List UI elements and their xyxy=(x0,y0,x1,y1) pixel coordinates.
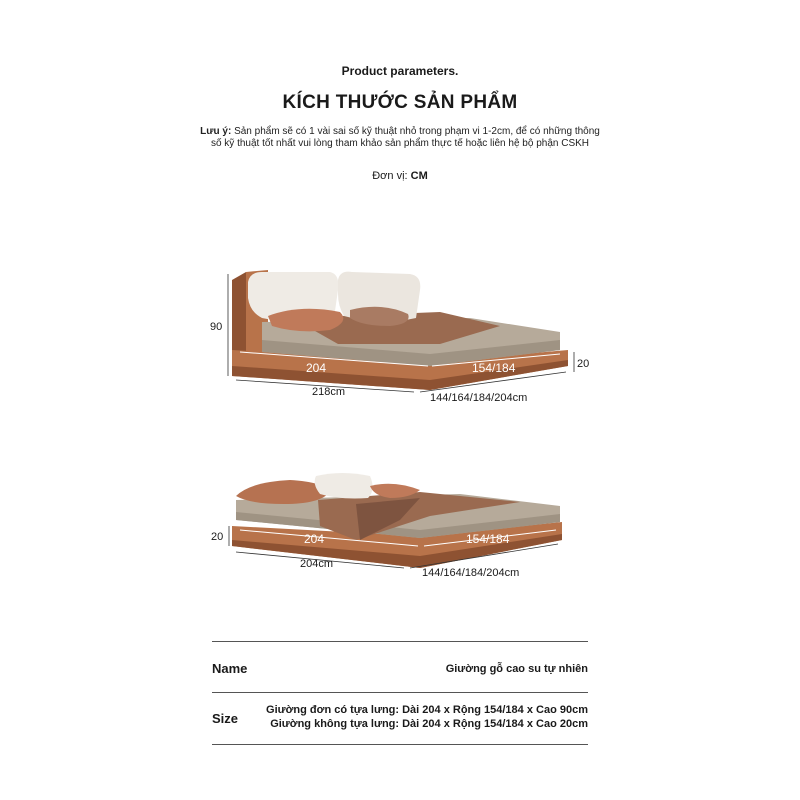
note-label: Lưu ý: xyxy=(200,126,232,137)
page-title: KÍCH THƯỚC SẢN PHẨM xyxy=(282,92,518,113)
name-label: Name xyxy=(212,661,248,676)
unit-label: Đơn vị: xyxy=(372,170,408,182)
bed1-total-length: 218cm xyxy=(312,386,346,398)
name-value: Giường gỗ cao su tự nhiên xyxy=(445,663,588,675)
bed1-length-on-bed: 204 xyxy=(306,361,327,375)
divider-middle xyxy=(212,692,588,693)
bed2-width-options: 144/164/184/204cm xyxy=(422,567,520,579)
size-line-1: Giường đơn có tựa lưng: Dài 204 x Rộng 154/184 x Cao 90cm xyxy=(266,704,588,716)
bed1-base-height-label: 20 xyxy=(577,358,590,370)
bed1-height-label: 90 xyxy=(210,321,223,333)
divider-top xyxy=(212,641,588,642)
bed2-height-label: 20 xyxy=(211,531,224,543)
size-label: Size xyxy=(212,711,239,726)
bed2-total-length: 204cm xyxy=(300,558,334,570)
bed2-length-on-bed: 204 xyxy=(304,532,325,546)
unit-value: CM xyxy=(410,170,428,182)
divider-bottom xyxy=(212,744,588,745)
note-text: Sản phẩm sẽ có 1 vài sai số kỹ thuật nhỏ trong phạm vi 1-2cm, để có những thông số kỹ thuật tốt nhất vui lòng tham khảo sản phẩm thực tế hoặc liên hệ bộ phận CSKH xyxy=(210,126,600,149)
bed1-width-options: 144/164/184/204cm xyxy=(430,392,528,404)
bed1-width-on-bed: 154/184 xyxy=(472,361,516,375)
size-line-2: Giường không tựa lưng: Dài 204 x Rộng 154/184 x Cao 20cm xyxy=(270,718,588,730)
subtitle: Product parameters. xyxy=(341,64,459,78)
bed2-width-on-bed: 154/184 xyxy=(466,532,510,546)
